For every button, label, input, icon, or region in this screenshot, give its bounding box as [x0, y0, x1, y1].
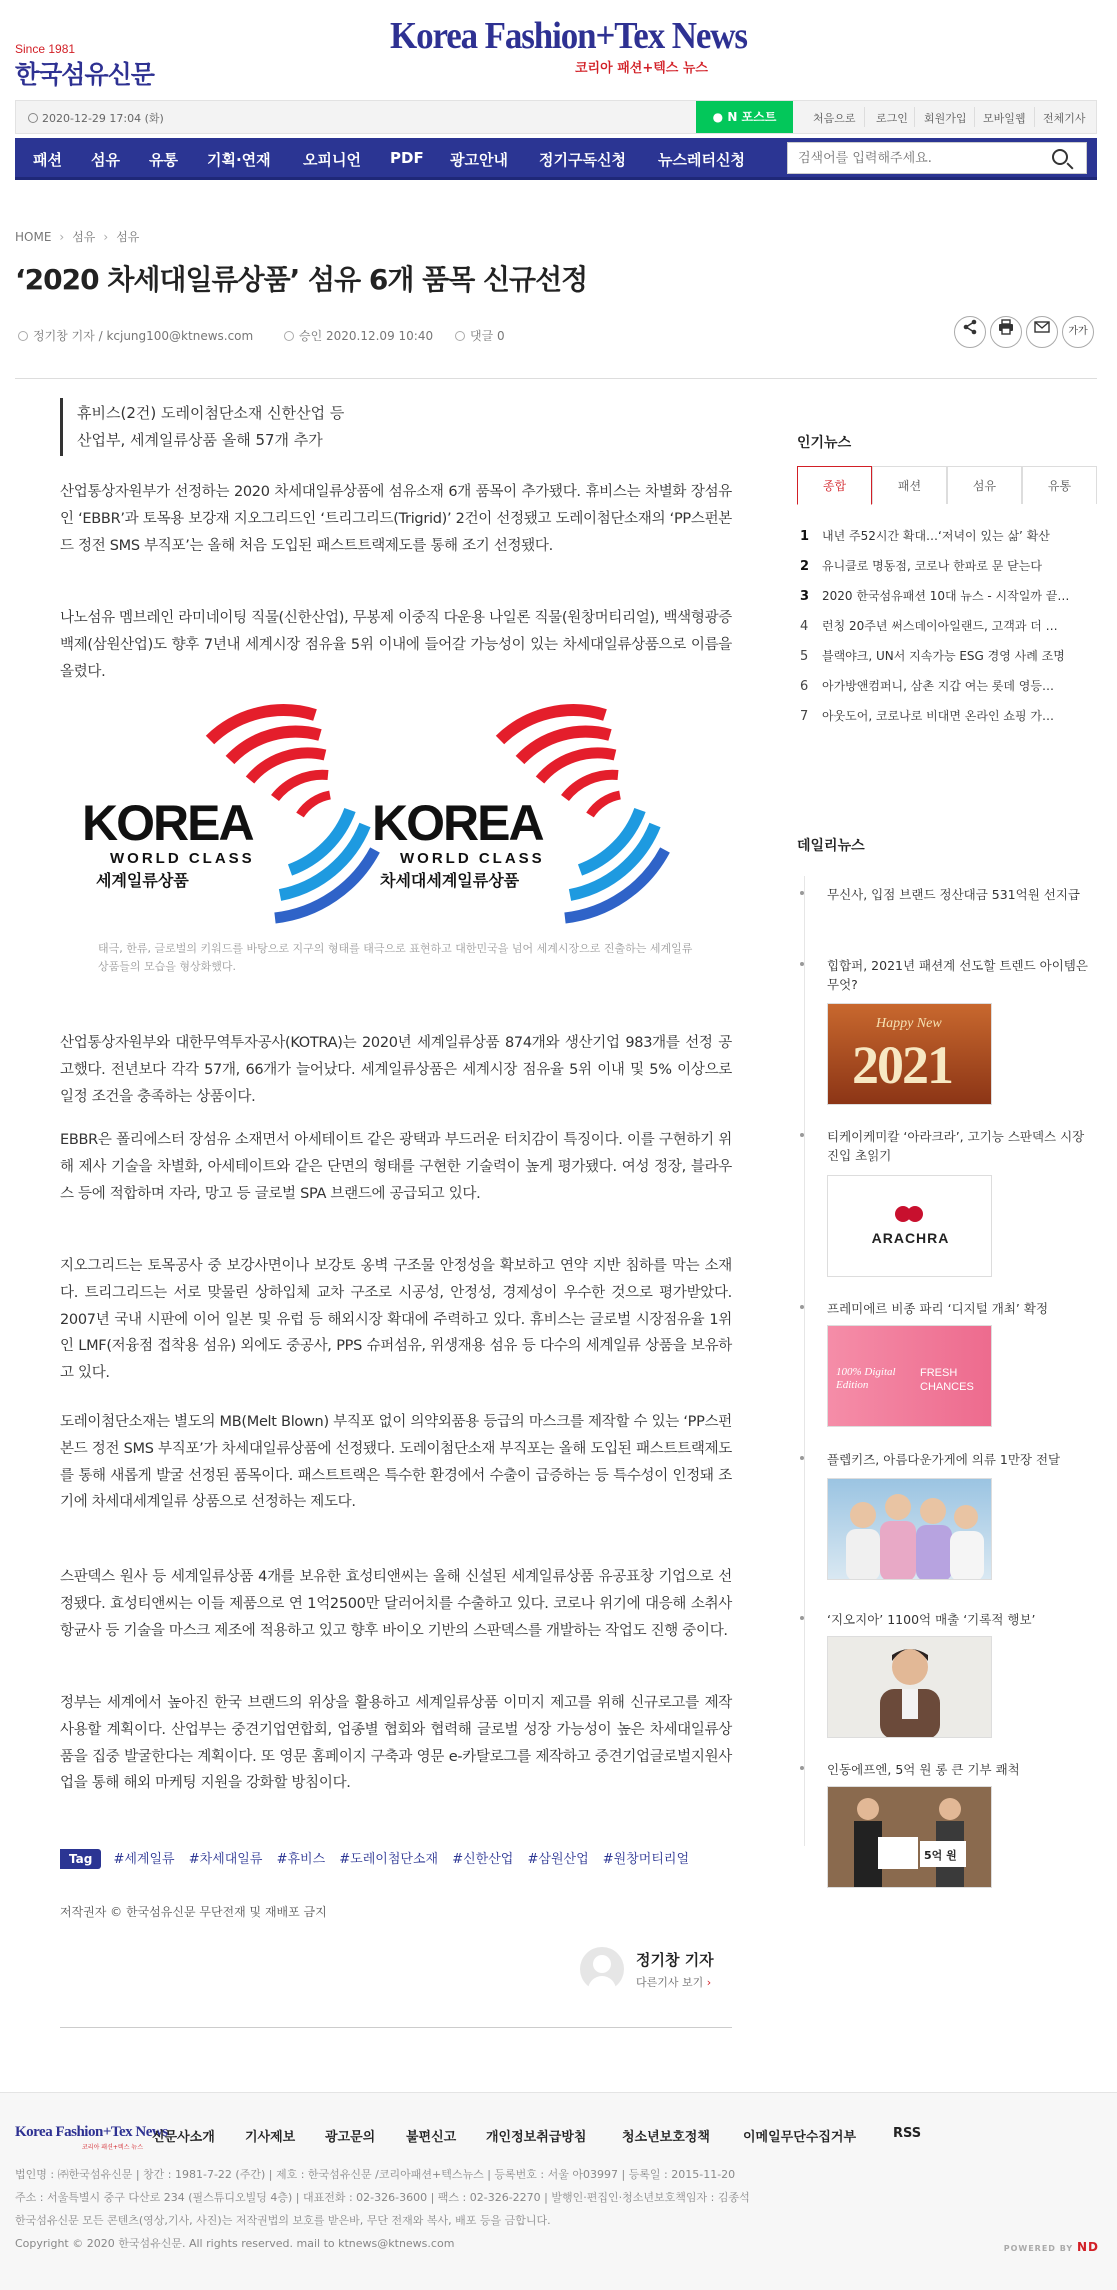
logo-left-main: KOREA	[82, 795, 253, 851]
chevron-right-icon: ›	[59, 230, 65, 244]
breadcrumb-section[interactable]: 섬유	[72, 230, 96, 244]
footer-link-youth[interactable]: 청소년보호정책	[622, 2130, 710, 2145]
divider	[60, 2027, 732, 2028]
signup-link[interactable]: 회원가입	[924, 112, 967, 125]
figure-caption: 태극, 한류, 글로벌의 키워드를 바탕으로 지구의 형태를 태극으로 표현하고 대한민국을 넘어 세계시장으로 진출하는 세계일류상품들의 모습을 형상화했다.	[98, 942, 693, 974]
popular-news-title: 인기뉴스	[797, 435, 852, 451]
daily-news-title: 데일리뉴스	[797, 838, 865, 854]
nav-pdf[interactable]: PDF	[390, 149, 424, 167]
news-thumbnail[interactable]	[827, 1636, 992, 1738]
tag-item[interactable]: #삼원산업	[527, 1852, 589, 1867]
page-title: ‘2020 차세대일류상품’ 섬유 6개 품목 신규선정	[15, 263, 588, 296]
article-paragraph: EBBR은 폴리에스터 장섬유 소재면서 아세테이트 같은 광택과 부드러운 터치감이 특징이다. 이를 구현하기 위해 제사 기술을 차별화, 아세테이트와 같은 단면의 형태를 구현한 기술력이 높게 평가됐다. 여성 정장, 블라우스 등에 적합하며 자라, 망고 등 글로벌 SPA 브랜드에 공급되고 있다.	[60, 1132, 732, 1202]
divider	[15, 378, 1097, 379]
email-button[interactable]	[1026, 316, 1058, 348]
popular-item[interactable]: 1 내년 주52시간 확대…‘저녁이 있는 삶’ 확산	[800, 529, 1050, 544]
home-link[interactable]: 처음으로	[813, 112, 856, 125]
article-paragraph: 도레이첨단소재는 별도의 MB(Melt Blown) 부직포 없이 의약외품용 등급의 마스크를 제작할 수 있는 ‘PP스펀본드 정전 SMS 부직포’가 차세대일류상품에 선정됐다. 도레이첨단소재 부직포는 올해 도입된 패스트트랙제도를 통해 새롭게 발굴 선정된 품목이다. 패스트트랙은 특수한 환경에서 수출이 급증하는 등 특수성이 인정돼 조기에 차세대세계일류 상품으로 선정하는 제도다.	[60, 1414, 732, 1511]
news-thumbnail[interactable]	[827, 1003, 992, 1105]
comment-icon	[455, 331, 465, 341]
thumb-year: 2021	[852, 1035, 952, 1095]
tab-distribution[interactable]: 유통	[1022, 466, 1097, 504]
world-class-logo-left	[82, 710, 375, 918]
bullet-icon	[800, 1616, 804, 1620]
thumb-caption: Happy New	[876, 1016, 942, 1031]
site-logo-korean[interactable]: 한국섬유신문	[15, 60, 154, 89]
footer-logo[interactable]: Korea Fashion+Tex News	[15, 2124, 168, 2140]
footer-link-privacy[interactable]: 개인정보취급방침	[486, 2130, 587, 2145]
nav-subscribe[interactable]: 정기구독신청	[539, 151, 626, 169]
logo-left-kr: 세계일류상품	[96, 871, 189, 890]
world-class-logos	[60, 700, 732, 930]
popular-item[interactable]: 4 런칭 20주년 써스데이아일랜드, 고객과 더 …	[800, 619, 1058, 634]
tag-item[interactable]: #도레이첨단소재	[339, 1852, 439, 1867]
news-thumbnail[interactable]	[827, 1786, 992, 1888]
news-thumbnail[interactable]	[827, 1325, 992, 1427]
article-paragraph: 스판덱스 원사 등 세계일류상품 4개를 보유한 효성티앤씨는 올해 신설된 세계일류상품 유공표창 기업으로 선정됐다. 효성티앤씨는 이들 제품으로 연 1억2500만 달러어치를 수출하고 있다. 코로나 위기에 대응해 소취사 항균사 등 기술을 마스크 제조에 적용하고 있고 향후 바이오 기반의 스판덱스를 개발하는 작업도 진행 중이다.	[60, 1569, 732, 1639]
login-link[interactable]: 로그인	[876, 112, 908, 125]
tab-fashion[interactable]: 패션	[872, 466, 947, 504]
thumb-caption: 5억 원	[924, 1849, 957, 1862]
nav-opinion[interactable]: 오피니언	[303, 151, 361, 169]
current-date: 2020-12-29 17:04 (화)	[28, 110, 164, 126]
tab-all[interactable]: 종합	[797, 466, 872, 505]
nav-distribution[interactable]: 유통	[149, 151, 178, 169]
site-logo-english[interactable]: Korea Fashion+Tex News	[390, 15, 747, 57]
article-paragraph: 나노섬유 멤브레인 라미네이팅 직물(신한산업), 무봉제 이중직 다운용 나일론 직물(원창머티리얼), 백색형광증백제(삼원산업)도 향후 7년내 세계시장 점유율 5위 이내에 들어갈 가능성이 있는 차세대일류상품으로 이름을 올렸다.	[60, 610, 732, 680]
article-paragraph: 지오그리드는 토목공사 중 보강사면이나 보강토 옹벽 구조물 안정성을 확보하고 연약 지반 침하를 막는 소재다. 트리그리드는 서로 맞물린 상하입체 교차 구조로 시공성, 안정성, 경제성이 우수한 것으로 평가받았다. 2007년 국내 시판에 이어 일본 및 유럽 등 해외시장 확대에 주력하고 있다. 휴비스는 글로벌 시장점유율 1위인 LMF(저융점 접착용 섬유) 외에도 중공사, PPS 슈퍼섬유, 위생재용 섬유 등 다수의 세계일류 상품을 보유하고 있다.	[60, 1258, 732, 1382]
site-logo-subtitle: 코리아 패션+텍스 뉴스	[575, 61, 708, 76]
search-icon[interactable]	[1052, 149, 1068, 165]
footer-link-rss[interactable]: RSS	[893, 2126, 922, 2141]
article-subtitle: 휴비스(2건) 도레이첨단소재 신한산업 등 산업부, 세계일류상품 올해 57개 추가	[60, 398, 740, 456]
timeline-line	[804, 876, 805, 1846]
popular-item[interactable]: 6 아가방앤컴퍼니, 삼촌 지갑 여는 롯데 영등…	[800, 679, 1054, 694]
bullet-icon	[800, 1456, 804, 1460]
footer-link-complaint[interactable]: 불편신고	[406, 2130, 457, 2145]
location-pin-icon: ●	[712, 110, 728, 124]
tag-label: Tag	[60, 1849, 101, 1869]
font-size-button[interactable]: 가가	[1062, 316, 1094, 348]
nav-ad-info[interactable]: 광고안내	[450, 151, 508, 169]
chevron-right-icon: ›	[706, 1976, 712, 1989]
nav-textile[interactable]: 섬유	[91, 151, 120, 169]
author-name: 정기창 기자	[636, 1951, 714, 1969]
share-button[interactable]	[954, 316, 986, 348]
tag-item[interactable]: #차세대일류	[188, 1852, 263, 1867]
share-icon	[962, 319, 978, 335]
breadcrumb	[15, 228, 139, 245]
tab-textile[interactable]: 섬유	[947, 466, 1022, 504]
bullet-icon	[800, 1133, 804, 1137]
article-paragraph: 산업통상자원부가 선정하는 2020 차세대일류상품에 섬유소재 6개 품목이 추가됐다. 휴비스는 차별화 장섬유인 ‘EBBR’과 토목용 보강재 지오그리드인 ‘트리그리드(Trigrid)’ 2건이 선정됐고 도레이첨단소재의 ‘PP스펀본드 정전 SMS 부직포’는 올해 처음 도입된 패스트트랙제도를 통해 조기 선정됐다.	[60, 484, 732, 554]
clock-icon	[28, 113, 38, 123]
author-more-link[interactable]: 다른기사 보기 ›	[636, 1976, 712, 1989]
email-icon	[1034, 319, 1050, 335]
logo-right-kr: 차세대세계일류상품	[380, 871, 520, 890]
arachra-logo-mark	[894, 1204, 924, 1224]
breadcrumb-subsection[interactable]: 섬유	[116, 230, 140, 244]
print-icon	[998, 319, 1014, 335]
popular-tabs	[797, 466, 1097, 504]
footer-rights-notice: 한국섬유신문 모든 콘텐츠(영상,기사, 사진)는 저작권법의 보호를 받은바, 무단 전재와 복사, 배포 등을 금합니다.	[15, 2214, 551, 2227]
tag-item[interactable]: #휴비스	[276, 1852, 326, 1867]
approved-date: 승인 2020.12.09 10:40	[284, 327, 433, 344]
divider	[974, 107, 975, 127]
bullet-icon	[800, 962, 804, 966]
nav-newsletter[interactable]: 뉴스레터신청	[658, 151, 745, 169]
news-thumbnail[interactable]	[827, 1478, 992, 1580]
news-thumbnail[interactable]	[827, 1175, 992, 1277]
logo-right-sub: WORLD CLASS	[400, 850, 545, 867]
donation-photo	[828, 1787, 992, 1888]
avatar	[580, 1947, 624, 1991]
logo-right-main: KOREA	[372, 795, 543, 851]
footer-logo-subtitle: 코리아 패션+텍스 뉴스	[82, 2144, 144, 2151]
all-articles-link[interactable]: 전체기사	[1043, 112, 1086, 125]
footer-link-email-policy[interactable]: 이메일무단수집거부	[743, 2130, 857, 2145]
clock-icon	[284, 331, 294, 341]
utility-bar	[15, 100, 1097, 134]
author-card	[580, 1947, 730, 1997]
popular-item[interactable]: 5 블랙야크, UN서 지속가능 ESG 경영 사례 조명	[800, 649, 1065, 664]
chevron-right-icon: ›	[103, 230, 109, 244]
divider	[864, 107, 865, 127]
breadcrumb-home[interactable]: HOME	[15, 230, 52, 244]
copyright-notice: 저작권자 © 한국섬유신문 무단전재 및 재배포 금지	[60, 1905, 327, 1919]
popular-item[interactable]: 7 아웃도어, 코로나로 비대면 온라인 쇼핑 가…	[800, 709, 1054, 724]
article-paragraph: 산업통상자원부와 대한무역투자공사(KOTRA)는 2020년 세계일류상품 874개와 생산기업 983개를 선정 공고했다. 전년보다 각각 57개, 66개가 늘어났다. 세계일류상품은 세계시장 점유율 5위 이내 및 5% 이상으로 일정 조건을 충족하는 상품이다.	[60, 1035, 732, 1105]
footer-link-about[interactable]: 신문사소개	[152, 2130, 215, 2145]
article-paragraph: 정부는 세계에서 높아진 한국 브랜드의 위상을 활용하고 세계일류상품 이미지 제고를 위해 신규로고를 제작 사용할 계획이다. 산업부는 중견기업연합회, 업종별 협회와 협력해 글로벌 성장 가능성이 높은 차세대일류상품을 집중 발굴한다는 계획이다. 또 영문 홈페이지 구축과 영문 e-카탈로그를 제작하고 중견기업글로벌지원사업을 통해 해외 마케팅 지원을 강화할 방침이다.	[60, 1695, 732, 1792]
main-nav	[15, 138, 1097, 180]
bullet-icon	[800, 1305, 804, 1309]
comment-count[interactable]: 댓글 0	[455, 327, 505, 344]
tag-list	[60, 1848, 699, 1869]
search-box	[787, 142, 1087, 174]
popular-item[interactable]: 2 유니클로 명동점, 코로나 한파로 문 닫는다	[800, 559, 1042, 574]
nav-fashion[interactable]: 패션	[33, 151, 62, 169]
thumb-caption: ARACHRA	[871, 1230, 950, 1246]
since-label: Since 1981	[15, 42, 76, 56]
powered-by: POWERED BY ND	[1003, 2240, 1099, 2254]
bullet-icon	[800, 891, 804, 895]
search-input[interactable]	[788, 143, 1038, 173]
tag-item[interactable]: #세계일류	[113, 1852, 175, 1867]
bullet-icon	[800, 1766, 804, 1770]
mobile-web-link[interactable]: 모바일웹	[983, 112, 1026, 125]
divider	[1034, 107, 1035, 127]
model-photo	[828, 1637, 992, 1738]
nav-feature[interactable]: 기획·연재	[207, 151, 271, 169]
naver-post-button[interactable]: ● N 포스트	[696, 101, 793, 133]
world-class-logo-right	[372, 710, 665, 918]
kids-photo	[828, 1479, 992, 1580]
popular-item[interactable]: 3 2020 한국섬유패션 10대 뉴스 - 시작일까 끝…	[800, 589, 1070, 604]
divider	[914, 107, 915, 127]
footer-link-ad[interactable]: 광고문의	[325, 2130, 376, 2145]
footer-copyright: Copyright © 2020 한국섬유신문. All rights reserved. mail to ktnews@ktnews.com	[15, 2237, 455, 2250]
footer-address-info: 주소 : 서울특별시 중구 다산로 234 (필스튜디오빌딩 4층) | 대표전화 : 02-326-3600 | 팩스 : 02-326-2270 | 발행인·편집인·청소년보호책임자 : 김종석	[15, 2191, 750, 2204]
user-icon	[18, 331, 28, 341]
reporter-info: 정기창 기자 / kcjung100@ktnews.com	[18, 327, 253, 344]
print-button[interactable]	[990, 316, 1022, 348]
footer-company-info: 법인명 : ㈜한국섬유신문 | 창간 : 1981-7-22 (주간) | 제호 : 한국섬유신문 /코리아패션+텍스뉴스 | 등록번호 : 서울 아03997 | 등록일 : 2015-11-20	[15, 2168, 736, 2181]
footer-link-tip[interactable]: 기사제보	[245, 2130, 296, 2145]
tag-item[interactable]: #원창머티리얼	[602, 1852, 690, 1867]
tag-item[interactable]: #신한산업	[452, 1852, 514, 1867]
thumb-caption: FRESH CHANCES	[920, 1367, 974, 1394]
thumb-caption: 100% Digital Edition	[836, 1366, 896, 1392]
logo-left-sub: WORLD CLASS	[110, 850, 255, 867]
